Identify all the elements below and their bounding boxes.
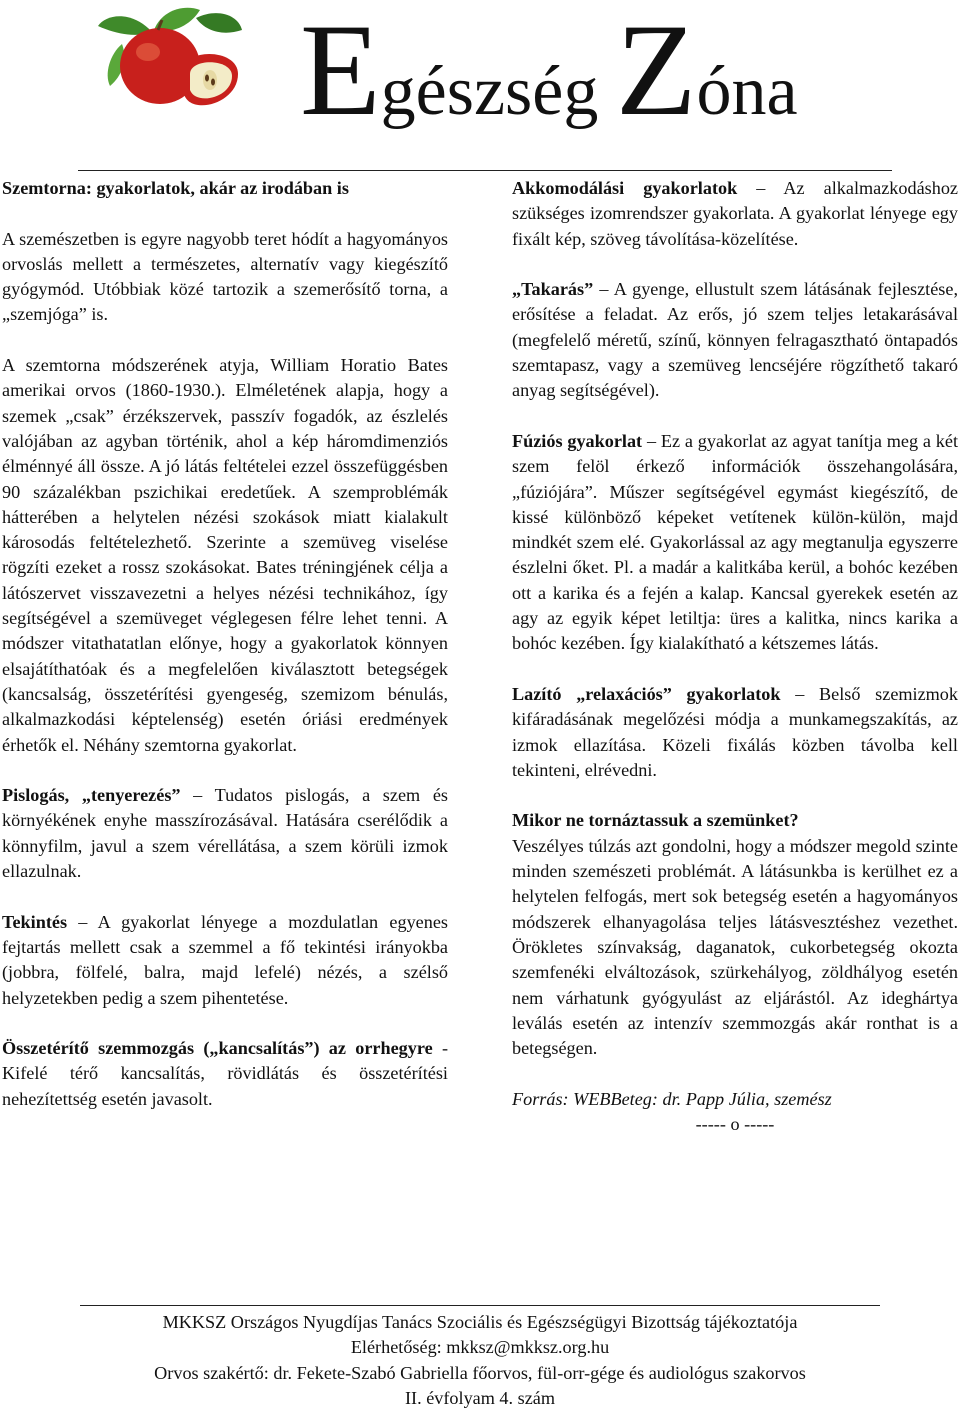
exercise-covering xyxy=(512,277,958,403)
masthead-cap-z: Z xyxy=(615,0,697,143)
warning-heading xyxy=(512,808,958,833)
footer-issue: II. évfolyam 4. szám xyxy=(405,1387,555,1408)
bates-paragraph: A szemtorna módszerének atyja, William Horatio Bates amerikai orvos (1860-1930.). Elméletének alapja, hogy a szemek „csak” érzékszervek, passzív fogadók, az észlelés valójában az agyban történik, ahol a kép háromdimenziós élménnyé áll össze. A jó látás feltételei ezzel összefüggésben 90 százalékban pszichikai eredetűek. A szemproblémák hátterében a helytelen nézési szokások miatt kialakult károsodás feltételezhető. Szerinte a szemüveg viselése rögzíti ezeket a rossz szokásokat. Bates tréningjének célja a látószervet visszavezetni a helyes nézési technikához, így segítségével a szemüveget véglegesen félre lehet tenni. A módszer vitathatatlan előnye, hogy a gyakorlatok könnyen elsajátíthatóak és a megfelelően kiválasztott betegségek (kancsalság, összetérítési gyengeség, szemizom bénulás, alkalmazkodási képtelenség) esetén óriási eredmények érhetők el. Néhány szemtorna gyakorlat. xyxy=(2,355,448,755)
warning-paragraph: Veszélyes túlzás azt gondolni, hogy a módszer megold szinte minden szemészeti problémát. A látásunkba is kerülhet ez a helytelen felfogás, mert sok betegség esetén a hagyományos módszerek elhanyagolása teljes látásvesztéshez vezethet. Örökletes színvakság, daganatok, cukorbetegség okozta szemfenéki elváltozások, szürkehályog, zöldhályog esetén nem várhatunk gyógyulást az eljárástól. Az ideghártya leválás esetén az intenzív szemmozgás akár ronthat is a betegségen. xyxy=(512,835,958,1059)
right-column xyxy=(512,176,958,1137)
footer-expert: Orvos szakértő: dr. Fekete-Szabó Gabriella főorvos, fül-orr-gége és audiológus szakorvos xyxy=(154,1362,806,1383)
footer-organization: MKKSZ Országos Nyugdíjas Tanács Szociális és Egészségügyi Bizottság tájékoztatója xyxy=(162,1312,798,1332)
exercise-covering-text: – A gyenge, ellustult szem látásának fejlesztése, erősítése a feladat. Az erős, jó szem teljes letakarásával (megfelelő méretű, színű, könnyen felragasztható öntapadós szemtapasz, vagy a szemüveg lencséjére rögzíthető takaró anyag segítségével). xyxy=(512,279,958,401)
exercise-relaxation-text: – Belső szemizmok kifáradásának megelőzési módja a munkamegszakítás, az izmok ellazítása. Közeli fixálás közben távolba kell tekinteni, elrévedni. xyxy=(512,683,958,780)
exercise-accommodation xyxy=(512,176,958,252)
left-column xyxy=(2,176,448,1112)
footer-contact: Elérhetőség: mkksz@mkksz.org.hu xyxy=(350,1337,610,1358)
exercise-relaxation-title: Lazító „relaxációs” gyakorlatok xyxy=(512,683,781,704)
exercise-gazing xyxy=(2,910,448,1011)
exercise-fusion xyxy=(512,429,958,657)
exercise-blinking-title: Pislogás, „tenyerezés” xyxy=(2,785,181,806)
exercise-blinking-text: – Tudatos pislogás, a szem és környékének enyhe masszírozásával. Hatására cserélődik a könnyfilm, javul a szem vérellátása, a szem körüli izmok ellazulnak. xyxy=(2,785,448,882)
footer xyxy=(0,1310,960,1411)
exercise-gazing-title: Tekintés xyxy=(2,911,68,932)
footer-divider xyxy=(80,1305,880,1306)
source-credit: Forrás: WEBBeteg: dr. Papp Júlia, szemész xyxy=(512,1088,832,1109)
masthead-title xyxy=(300,0,940,143)
exercise-gazing-text: – A gyakorlat lényege a mozdulatlan egyenes fejtartás mellett csak a szemmel a fő tekintési irányokba (jobbra, fölfelé, balra, majd lefelé) nézés, a szélső helyzetekben pedig a szem pihentetése. xyxy=(2,911,448,1008)
end-marker: ----- o ----- xyxy=(695,1113,775,1134)
exercise-blinking xyxy=(2,783,448,884)
exercise-accommodation-text: – Az alkalmazkodáshoz szükséges izomrendszer gyakorlata. A gyakorlat lényege egy fixált kép, szöveg távolítása-közelítése. xyxy=(512,178,958,249)
masthead-cap-e: E xyxy=(300,0,381,143)
article-title: Szemtorna: gyakorlatok, akár az irodában is xyxy=(2,178,349,198)
exercise-covering-title: „Takarás” xyxy=(512,279,594,300)
masthead-rest-2: óna xyxy=(696,53,798,130)
header-divider xyxy=(78,170,892,171)
exercise-converging-title: Összetérítő szemmozgás („kancsalítás”) az orrhegyre xyxy=(2,1038,433,1059)
exercise-relaxation xyxy=(512,682,958,783)
warning-title: Mikor ne tornáztassuk a szemünket? xyxy=(512,810,799,831)
exercise-converging xyxy=(2,1036,448,1112)
exercise-fusion-text: – Ez a gyakorlat az agyat tanítja meg a két szem felöl érkező információk összehangolására, „fúziójára”. Műszer segítségével egymást kiegészítő, de kissé különböző képeket vetítenek külön-külön, majd mindkét szem elé. Gyakorlással az agy megtanulja egyszerre észlelni őket. Pl. a madár a kalitkába kerül, a bohóc kezében ott a karika és a fején a kalap. Kancsal gyerekek esetén az agy az egyik képet letiltja: üres a kalitka, nincs karika a bohóc kezében. Így kialakítható a kétszemes látás. xyxy=(512,430,958,654)
intro-paragraph: A szemészetben is egyre nagyobb teret hódít a hagyományos orvoslás mellett a természetes, alternatív vagy kiegészítő gyógymód. Utóbbiak közé tartozik a szemerősítő torna, a „szemjóga” is. xyxy=(2,228,448,325)
apple-illustration xyxy=(92,4,244,122)
exercise-converging-text: - Kifelé térő kancsalítás, rövidlátás és összetérítési nehezítettség esetén javasolt. xyxy=(2,1038,448,1109)
exercise-accommodation-title: Akkomodálási gyakorlatok xyxy=(512,178,738,198)
exercise-fusion-title: Fúziós gyakorlat xyxy=(512,430,643,451)
masthead-rest-1: gészség xyxy=(380,53,616,130)
